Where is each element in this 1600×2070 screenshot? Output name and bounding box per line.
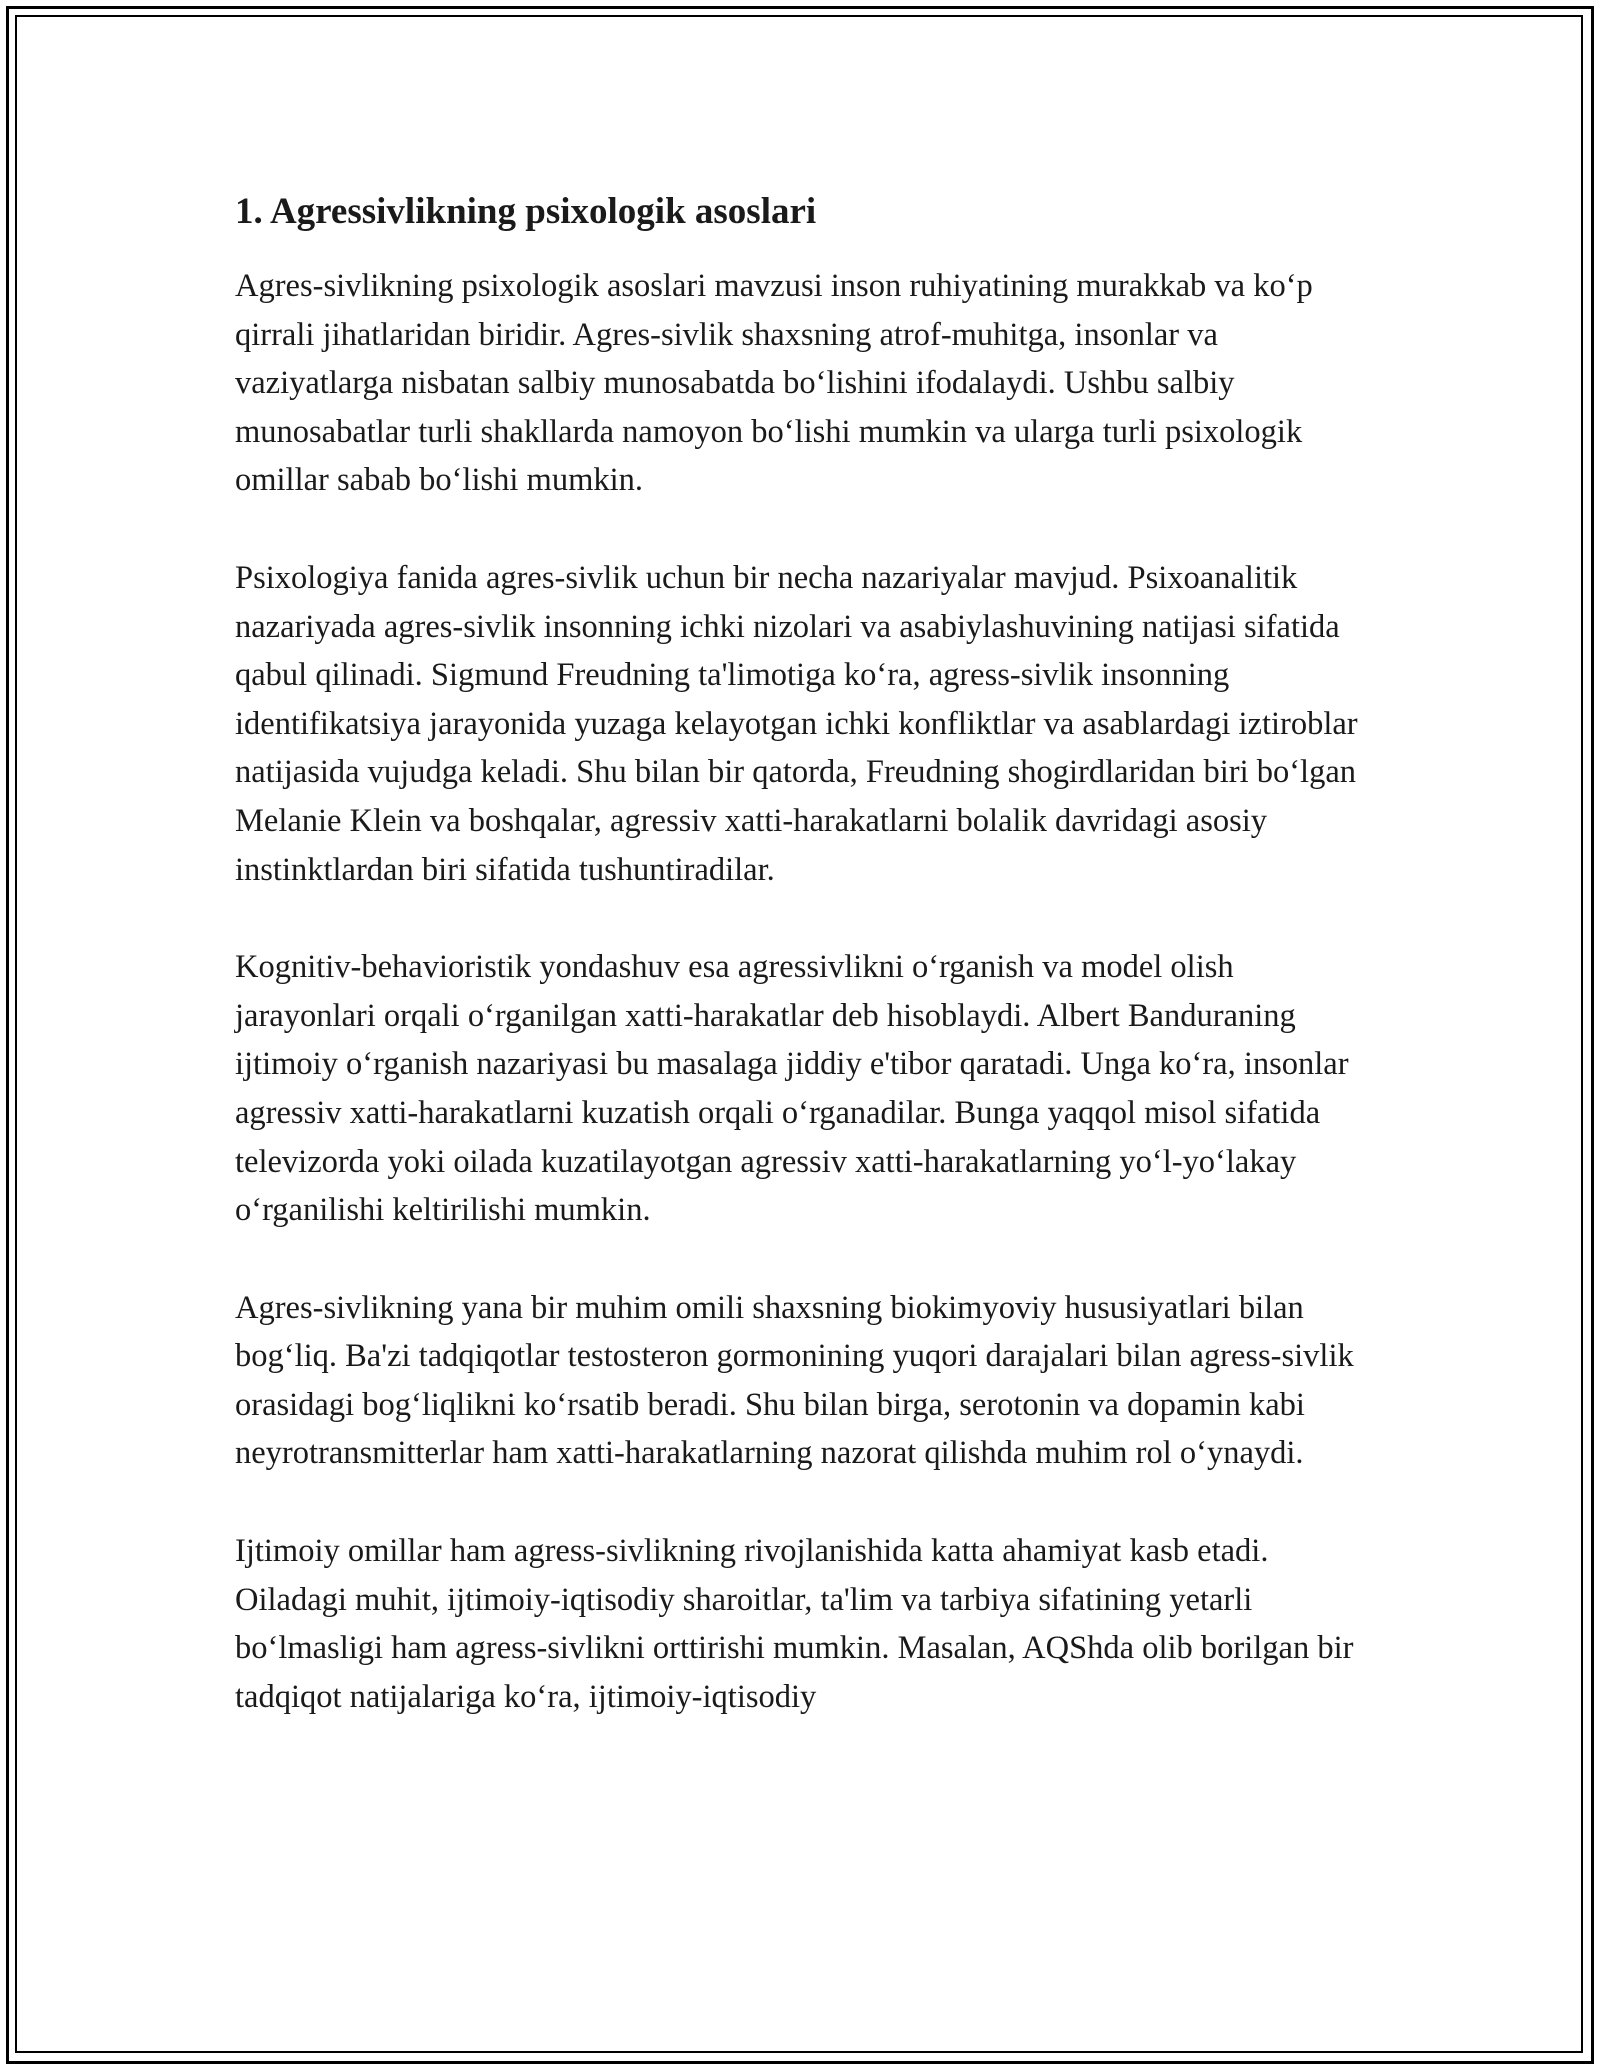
- paragraph-1: Agres-sivlikning psixologik asoslari mavzusi inson ruhiyatining murakkab va koʻp qirrali jihatlaridan biridir. Agres-sivlik shaxsning atrof-muhitga, insonlar va vaziyatlarga nisbatan salbiy munosabatda boʻlishini ifodalaydi. Ushbu salbiy munosabatlar turli shakllarda namoyon boʻlishi mumkin va ularga turli psixologik omillar sabab boʻlishi mumkin.: [235, 268, 1313, 499]
- paragraph-3: Kognitiv-behavioristik yondashuv esa agressivlikni oʻrganish va model olish jarayonlari orqali oʻrganilgan xatti-harakatlar deb hisoblaydi. Albert Banduraning ijtimoiy oʻrganish nazariyasi bu masalaga jiddiy e'tibor qaratadi. Unga koʻra, insonlar agressiv xatti-harakatlarni kuzatish orqali oʻrganadilar. Bunga yaqqol misol sifatida televizorda yoki oilada kuzatilayotgan agressiv xatti-harakatlarning yoʻl-yoʻlakay oʻrganilishi keltirilishi mumkin.: [235, 949, 1349, 1229]
- paragraph-2: Psixologiya fanida agres-sivlik uchun bir necha nazariyalar mavjud. Psixoanalitik nazariyada agres-sivlik insonning ichki nizolari va asabiylashuvining natijasi sifatida qabul qilinadi. Sigmund Freudning ta'limotiga koʻra, agress-sivlik insonning identifikatsiya jarayonida yuzaga kelayotgan ichki konfliktlar va asablardagi iztiroblar natijasida vujudga keladi. Shu bilan bir qatorda, Freudning shogirdlaridan biri boʻlgan Melanie Klein va boshqalar, agressiv xatti-harakatlarni bolalik davridagi asosiy instinktlardan biri sifatida tushuntiradilar.: [235, 559, 1358, 888]
- paragraph-5: Ijtimoiy omillar ham agress-sivlikning rivojlanishida katta ahamiyat kasb etadi. Oiladagi muhit, ijtimoiy-iqtisodiy sharoitlar, ta'lim va tarbiya sifatining yetarli boʻlmasligi ham agress-sivlikni orttirishi mumkin. Masalan, AQShda olib borilgan bir tadqiqot natijalariga koʻra, ijtimoiy-iqtisodiy: [235, 1533, 1354, 1715]
- paragraph-4: Agres-sivlikning yana bir muhim omili shaxsning biokimyoviy hususiyatlari bilan bogʻliq. Ba'zi tadqiqotlar testosteron gormonining yuqori darajalari bilan agress-sivlik orasidagi bogʻliqlikni koʻrsatib beradi. Shu bilan birga, serotonin va dopamin kabi neyrotransmitterlar ham xatti-harakatlarning nazorat qilishda muhim rol oʻynaydi.: [235, 1289, 1354, 1472]
- section-heading: 1. Agressivlikning psixologik asoslari: [235, 191, 817, 232]
- document-body: [235, 188, 1375, 1770]
